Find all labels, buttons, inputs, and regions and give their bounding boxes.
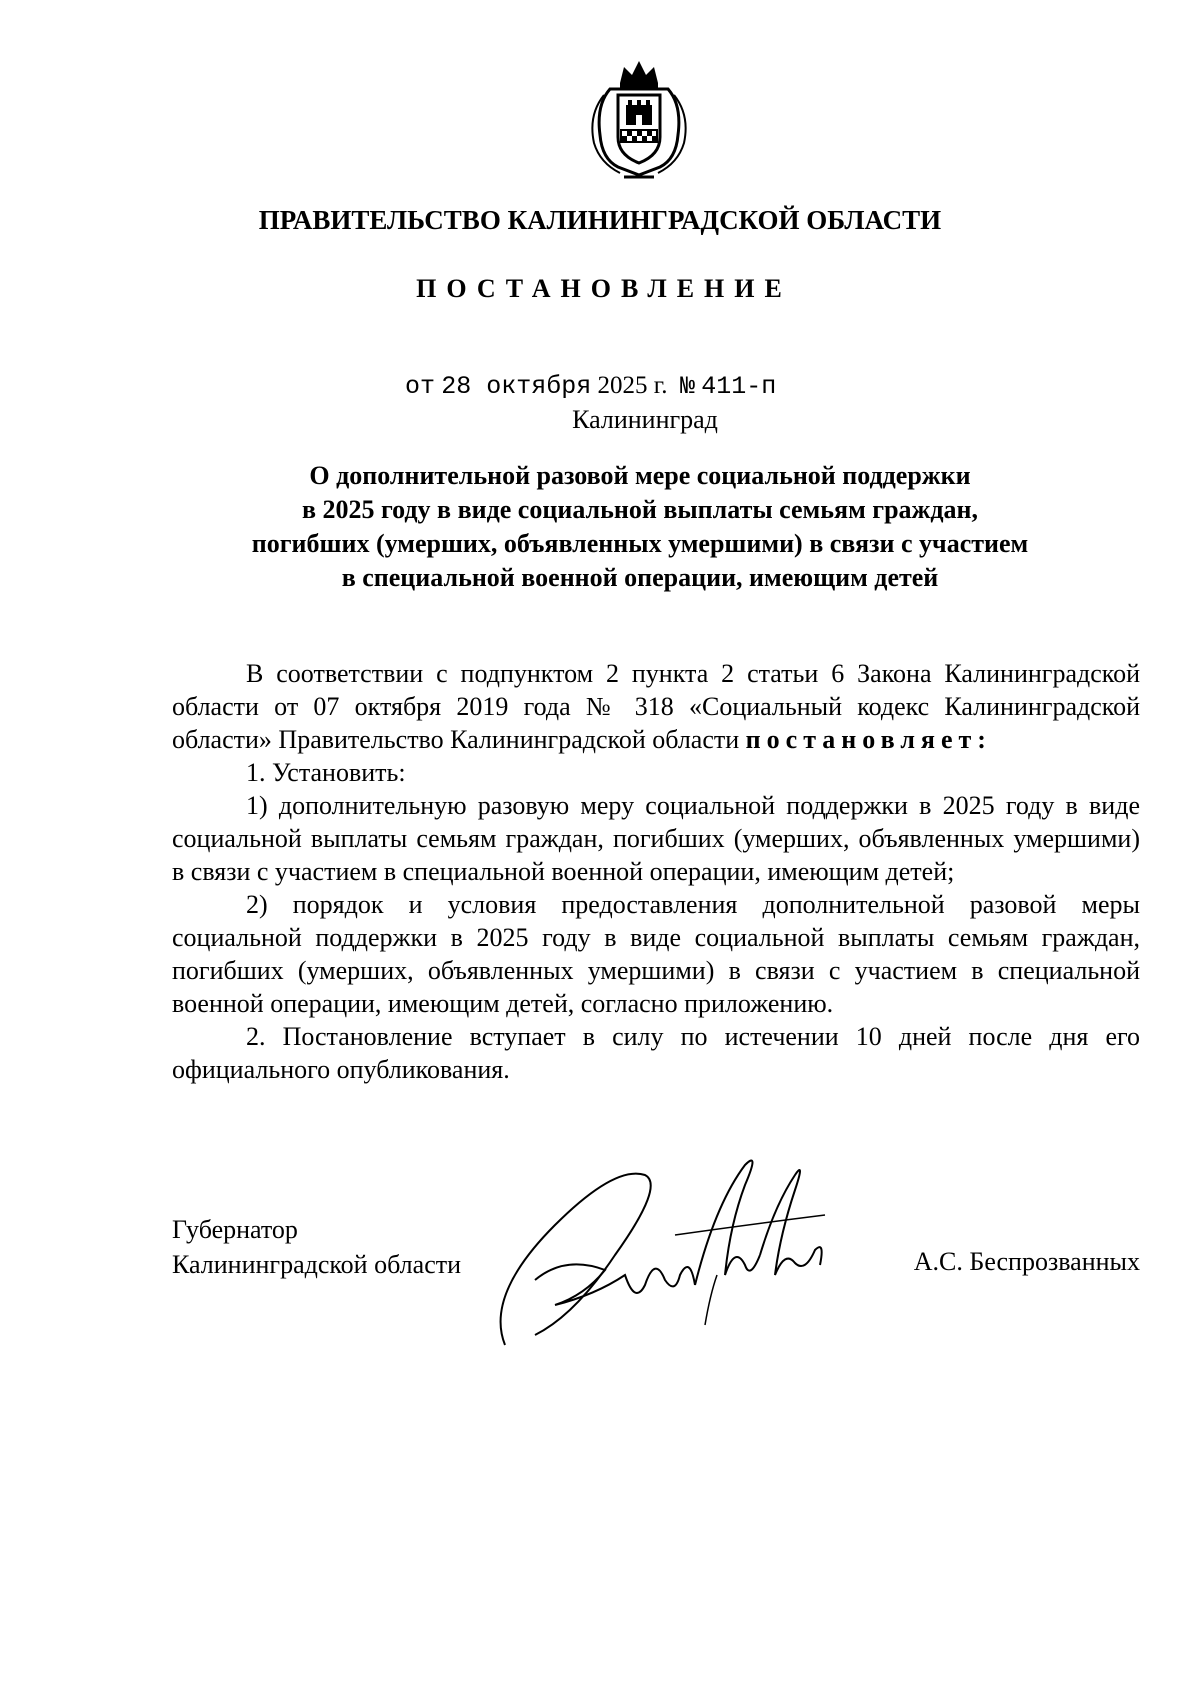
date-day-month: 28 октября — [441, 372, 592, 401]
subject-line: О дополнительной разовой мере социальной поддержки — [309, 461, 971, 490]
document-subject — [200, 459, 1080, 595]
preamble-paragraph — [172, 657, 1140, 756]
document-type: ПОСТАНОВЛЕНИЕ — [416, 274, 792, 303]
item-1-subitem-1: 1) дополнительную разовую меру социальной поддержки в 2025 году в виде социальной выплаты семьям граждан, погибших (умерших, объявленных умершими) в связи с участием в специальной военной операции, имеющим детей; — [172, 791, 1140, 886]
signatory-position — [172, 1212, 461, 1282]
city: Калининград — [572, 405, 718, 434]
item-1: 1. Установить: — [246, 758, 406, 787]
document-number: 411-п — [701, 372, 777, 401]
date-year: 2025 г. — [597, 372, 668, 399]
signatory-name: А.С. Беспрозванных — [913, 1247, 1140, 1276]
item-2: 2. Постановление вступает в силу по истечении 10 дней после дня его официального опубликования. — [172, 1022, 1140, 1084]
preamble-text: В соответствии с подпунктом 2 пункта 2 статьи 6 Закона Калининградской области от 07 октября 2019 года № 318 «Социальный кодекс Калининградской области» Правительство Калининградской области — [172, 659, 1140, 754]
kaliningrad-coat-of-arms-icon — [580, 55, 698, 181]
government-title: ПРАВИТЕЛЬСТВО КАЛИНИНГРАДСКОЙ ОБЛАСТИ — [258, 205, 942, 235]
number-sign: № — [679, 372, 695, 401]
position-line: Калининградской области — [172, 1250, 462, 1279]
subject-line: в специальной военной операции, имеющим детей — [341, 563, 939, 592]
date-number-line — [405, 372, 776, 401]
subject-line: в 2025 году в виде социальной выплаты семьям граждан, — [301, 495, 979, 524]
handwritten-signature-icon — [495, 1145, 895, 1355]
date-prefix: от — [405, 372, 436, 401]
subject-line: погибших (умерших, объявленных умершими) в связи с участием — [251, 529, 1029, 558]
document-body — [172, 657, 1140, 1086]
item-1-subitem-2: 2) порядок и условия предоставления дополнительной разовой меры социальной поддержки в 2025 году в виде социальной выплаты семьям граждан, погибших (умерших, объявленных умершими) в связи с участием в специальной военной операции, имеющим детей, согласно приложению. — [172, 890, 1140, 1018]
position-line: Губернатор — [172, 1215, 298, 1244]
decree-word: постановляет: — [745, 725, 992, 754]
